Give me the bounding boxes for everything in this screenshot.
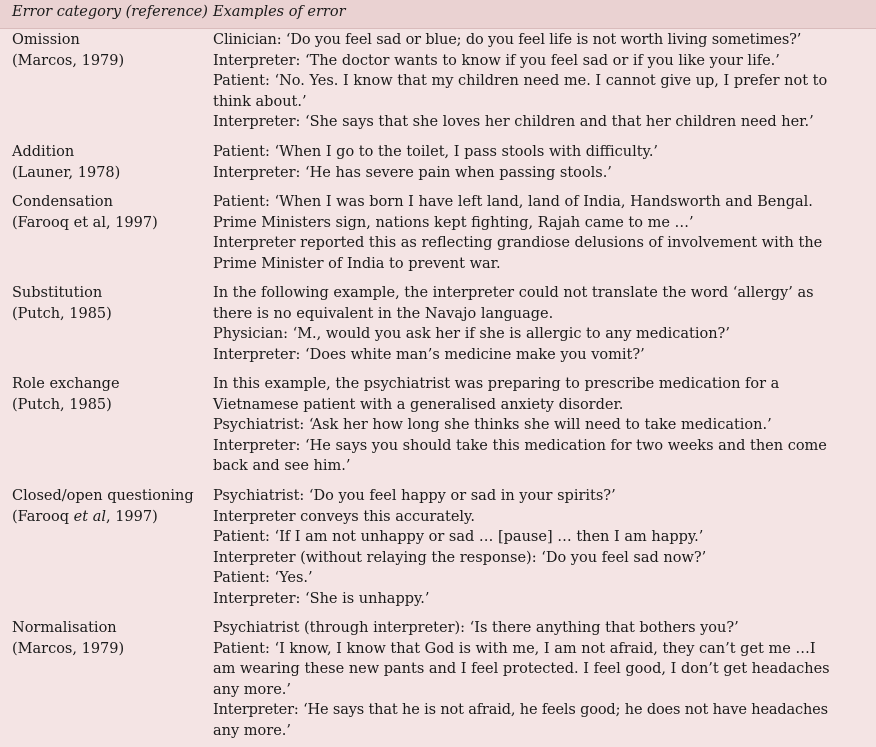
- category-reference: [12, 507, 207, 528]
- category-name: Omission: [12, 32, 80, 48]
- reference-et-al: et al: [73, 508, 106, 525]
- category-cell: [12, 374, 207, 415]
- example-line: Interpreter reported this as reflecting grandiose delusions of involvement with the: [213, 235, 823, 251]
- category-cell: [12, 618, 207, 659]
- category-reference: (Putch, 1985): [12, 396, 112, 413]
- category-reference: (Marcos, 1979): [12, 640, 125, 657]
- category-name: Addition: [12, 144, 75, 160]
- category-name: Condensation: [12, 194, 113, 210]
- example-line: Psychiatrist (through interpreter): ‘Is there anything that bothers you?’: [213, 620, 739, 636]
- category-name: Substitution: [12, 285, 103, 301]
- example-line: there is no equivalent in the Navajo language.: [213, 305, 554, 322]
- examples-cell: [213, 192, 868, 274]
- example-line: Patient: ‘No. Yes. I know that my children need me. I cannot give up, I prefer not to: [213, 73, 828, 89]
- category-reference: (Putch, 1985): [12, 305, 112, 322]
- table-header: [0, 0, 876, 29]
- header-error-category: Error category (reference): [12, 4, 208, 20]
- example-line: Prime Minister of India to prevent war.: [213, 255, 501, 272]
- category-name: Normalisation: [12, 620, 117, 636]
- category-cell: [12, 192, 207, 233]
- category-cell: [12, 30, 207, 71]
- category-reference: (Farooq et al, 1997): [12, 214, 158, 231]
- example-line: any more.’: [213, 681, 291, 698]
- category-reference: (Marcos, 1979): [12, 52, 125, 69]
- example-line: Vietnamese patient with a generalised anxiety disorder.: [213, 396, 624, 413]
- example-line: Interpreter: ‘He says you should take this medication for two weeks and then come: [213, 437, 827, 454]
- category-reference: (Launer, 1978): [12, 164, 121, 181]
- example-line: Patient: ‘When I was born I have left land, land of India, Handsworth and Bengal.: [213, 194, 813, 210]
- examples-cell: [213, 283, 868, 365]
- example-line: Interpreter (without relaying the response): ‘Do you feel sad now?’: [213, 549, 707, 566]
- example-line: think about.’: [213, 93, 307, 110]
- category-cell: [12, 142, 207, 183]
- example-line: In this example, the psychiatrist was preparing to prescribe medication for a: [213, 376, 780, 392]
- examples-cell: [213, 618, 868, 741]
- examples-cell: [213, 30, 868, 133]
- example-line: any more.’: [213, 722, 291, 739]
- example-line: Clinician: ‘Do you feel sad or blue; do you feel life is not worth living sometimes?’: [213, 32, 802, 48]
- examples-cell: [213, 142, 868, 183]
- examples-cell: [213, 486, 868, 609]
- category-name: Closed/open questioning: [12, 488, 194, 504]
- example-line: Physician: ‘M., would you ask her if she is allergic to any medication?’: [213, 326, 730, 342]
- example-line: Patient: ‘If I am not unhappy or sad … [pause] … then I am happy.’: [213, 529, 704, 545]
- example-line: Patient: ‘I know, I know that God is with me, I am not afraid, they can’t get me …I: [213, 640, 816, 657]
- example-line: Patient: ‘Yes.’: [213, 570, 313, 586]
- example-line: Interpreter: ‘The doctor wants to know if you feel sad or if you like your life.’: [213, 52, 780, 69]
- example-line: Interpreter: ‘He has severe pain when passing stools.’: [213, 164, 612, 181]
- example-line: In the following example, the interpreter could not translate the word ‘allergy’ as: [213, 285, 814, 301]
- example-line: Prime Ministers sign, nations kept fighting, Rajah came to me …’: [213, 214, 694, 231]
- example-line: Patient: ‘When I go to the toilet, I pass stools with difficulty.’: [213, 144, 659, 160]
- example-line: Interpreter: ‘She says that she loves her children and that her children need her.’: [213, 114, 814, 130]
- example-line: Interpreter: ‘She is unhappy.’: [213, 590, 430, 607]
- example-line: Interpreter conveys this accurately.: [213, 508, 475, 525]
- example-line: back and see him.’: [213, 458, 351, 474]
- example-line: Psychiatrist: ‘Do you feel happy or sad in your spirits?’: [213, 488, 616, 504]
- category-cell: [12, 486, 207, 527]
- example-line: Psychiatrist: ‘Ask her how long she thinks she will need to take medication.’: [213, 417, 772, 433]
- category-cell: [12, 283, 207, 324]
- example-line: Interpreter: ‘Does white man’s medicine make you vomit?’: [213, 346, 645, 363]
- category-name: Role exchange: [12, 376, 120, 392]
- reference-year: , 1997): [105, 508, 158, 525]
- example-line: am wearing these new pants and I feel protected. I feel good, I don’t get headaches: [213, 661, 830, 677]
- examples-cell: [213, 374, 868, 477]
- example-line: Interpreter: ‘He says that he is not afraid, he feels good; he does not have headaches: [213, 702, 828, 718]
- header-examples: Examples of error: [213, 4, 346, 20]
- reference-authors: (Farooq: [12, 508, 74, 525]
